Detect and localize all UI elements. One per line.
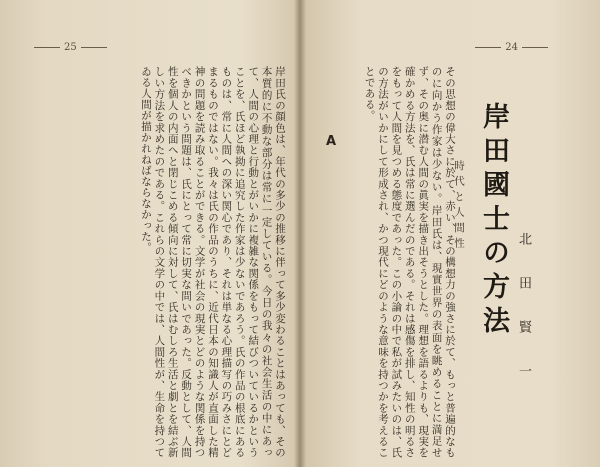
folio-rule xyxy=(34,47,60,48)
folio-rule xyxy=(522,47,548,48)
page-number-left xyxy=(34,42,107,53)
page-number-right-text: 24 xyxy=(505,42,518,53)
article-subtitle: 時代と人間性 xyxy=(453,160,465,253)
folio-rule xyxy=(475,47,501,48)
folio-rule xyxy=(81,47,107,48)
article-author: 北 田 賢 一 xyxy=(516,232,531,386)
right-page-body-text: その思想の偉大さに於て、赤い、その構想力の強さに於て、もっと普遍的なものに向かう作家は少ない。岸田氏は、現實世界の表面を眺めることに満足せず、その奥に潜む人間の眞実を描き出そうとした。理想を語るよりも、現実を確かめる方法を、氏は常に選んだのである。それは感傷を排し、知性の明るさをもって人間を見つめる態度であった。この小論の中で私が試みたいのは、氏の方法がいかにして形成され、かつ現代にどのような意味を持つかを考えることである。 xyxy=(363,66,456,458)
page-number-left-text: 25 xyxy=(64,42,77,53)
right-page xyxy=(302,0,600,467)
left-page-body-text: 岸田氏の顔色は、年代の多少の推移に伴って多少変わることはあっても、その本質的に不動な部分は常に一定している。今日の我々の社会生活の中にあって、人間の心理と行動とがいかに複雑な関係をもって結びついているかということを、氏ほど執拗に追究した作家は少ないであろう。氏の作品の根底にあるものは、常に人間への深い関心であり、それは単なる心理描写の巧みさにとどまるものではない。我々は氏の作品のうちに、近代日本の知識人が直面した精神の問題を読み取ることができる。文学が社会の現実とどのような関係を持つべきかという問題は、氏にとって常に切実な問いであった。反動として、人間性を個人の内面へと閉じこめる傾向に対して、氏はむしろ生活と劇とを結ぶ新しい方法を求めたのである。これらの文学の中では、人間性が、生命を持つてゐる人間が描かれねばならなかった。 xyxy=(139,66,286,458)
article-title: 岸田國士の方法 xyxy=(478,102,509,340)
page-number-right xyxy=(475,42,548,53)
section-mark: A xyxy=(326,134,337,149)
